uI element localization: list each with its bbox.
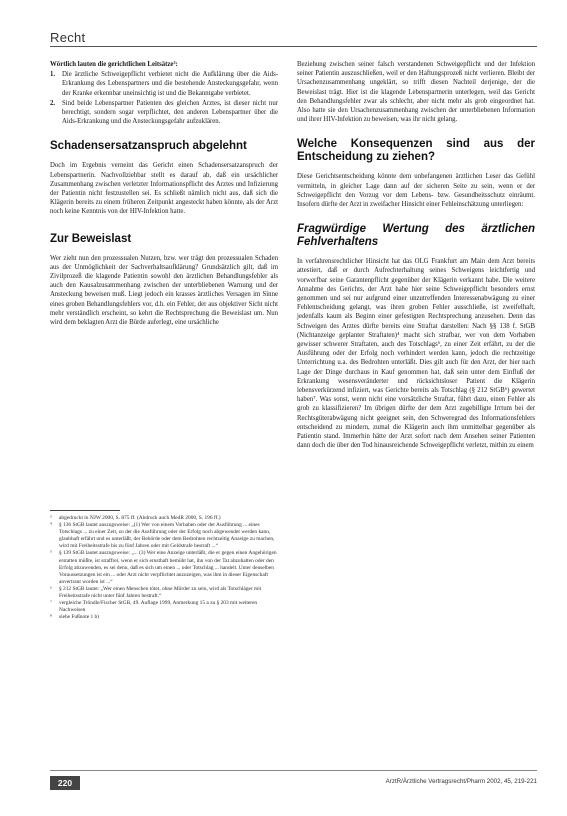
list-item-number: 1. [50,71,56,79]
footnote-mark: ³ [50,515,52,521]
footnote-mark: ⁷ [50,600,52,607]
footer-divider [50,770,537,771]
right-column [297,60,535,451]
footnote-text: § 212 StGB lautet: „Wer einen Menschen tötet, ohne Mörder zu sein, wird als Totschläger mit Freiheitsstrafe nicht unter fünf Jahren bestraft.“ [59,585,262,600]
guiding-principles-lead: Wörtlich lauten die gerichtlichen Leitsätze³: [50,61,178,68]
footnote-mark: ⁸ [50,614,52,621]
journal-citation: ArztR/Ärztliche Vertragsrecht/Pharm 2002, 45, 219-221 [385,778,537,785]
guiding-principles-list [50,70,278,126]
footnotes [50,510,278,621]
footnote [50,550,278,585]
page-number: 220 [50,776,80,790]
section-title-damages: Schadensersatzanspruch abgelehnt [50,140,247,153]
list-item-number: 2. [50,99,56,107]
footnote [50,614,278,621]
section-heading: Recht [50,30,86,45]
section-text-burden-of-proof: Wer zieht nun den prozessualen Nutzen, bzw. wer trägt den prozessualen Schaden aus der Unmöglichkeit der Sachverhaltsaufklärung? Grundsätzlich gilt, daß im Zivilprozeß die klagende Patientin sowohl den ärztlichen Behandlungsfehler als auch den Kausalzusammenhang zwischen der unterbliebenen Warnung und der Ansteckung beweisen muß. Liegt jedoch ein krasses ärztliches Versagen im Sinne eines groben Behandlungsfehlers vor, d.h. ein Fehler, der aus objektiver Sicht nicht mehr verständlich erscheint, so kehrt die Rechtsprechung die Beweislast um. Nun wird dem beklagten Arzt die Bürde auferlegt, eine ursächliche [50,254,278,327]
footnote-text: § 136 StGB lautet auszugsweise: „(1) Wer von einem Vorhaben oder der Ausführung ... eines Totschlags ... zu einer Zeit, zu der die Ausführung oder der Erfolg noch abgewendet werden kann, glaubhaft erfährt und es unterläßt, der Behörde oder dem Bedrohten rechtzeitig Anzeige zu machen, wird mit Freiheitsstrafe bis zu fünf Jahren oder mit Geldstrafe bestraft ...“ [59,522,275,550]
footnote [50,600,278,614]
footnote-text: abgedruckt in NJW 2000, S. 875 ff. (Abdruck auch MedR 2000, S. 196 ff.) [59,515,221,521]
section-title-consequences: Welche Konsequenzen sind aus der Entscheidung zu ziehen? [297,138,535,164]
list-item-text: Die ärztliche Schweigepflicht verbietet nicht die Aufklärung über die Aids-Erkrankung des Lebenspartners und die bestehende Ansteckungsgefahr, wenn der Kranke erkennbar uneinsichtig ist und die Bekanntgabe verbietet. [62,71,278,97]
footnote-divider [50,510,120,511]
left-column [50,60,278,327]
list-item [50,99,278,127]
footnote-mark: ⁴ [50,522,52,529]
list-item [50,70,278,98]
footnote-text: § 139 StGB lautet auszugsweise: „... (3) Wer eine Anzeige unterläßt, die er gegen einen Angehörigen erstatten müßte, ist straffrei, wenn er sich ernsthaft bemüht hat, ihn von der Tat abzuhalten oder den Erfolg abzuwenden, es sei denn, daß es sich um einen ... oder Totschlag ... handelt. Unter denselben Voraussetzungen ist ein ... oder Arzt nicht verpflichtet anzuzeigen, was ihm in dieser Eigenschaft anvertraut worden ist ...“ [59,550,277,585]
footnote-mark: ⁶ [50,585,52,592]
footnote [50,586,278,600]
footnote-mark: ⁵ [50,550,52,557]
section-title-questionable-evaluation: Fragwürdige Wertung des ärztlichen Fehlverhaltens [297,223,535,249]
list-item-text: Sind beide Lebenspartner Patienten des gleichen Arztes, ist dieser nicht nur berechtigt, sondern sogar verpflichtet, den anderen Lebenspartner über die Aids-Erkrankung und die Ansteckungsgefahr aufzuklären. [62,99,278,126]
section-text-consequences: Diese Gerichtsentscheidung könnte dem unbefangenen ärztlichen Leser das Gefühl vermitteln, in gleicher Lage dann auf der sicheren Seite zu sein, wenn er der Schweigepflicht den Vorzug vor dem Lebens- bzw. Gesundheitsschutz einräumt. Insofern dürfte der Arzt in zweifacher Hinsicht einer Fehleinschätzung unterliegen: [297,173,535,209]
section-title-burden-of-proof: Zur Beweislast [50,232,132,245]
footnote [50,522,278,550]
footnote-text: siehe Fußnote 1 b) [59,614,99,621]
section-text-questionable-evaluation: In verfahrensrechtlicher Hinsicht hat das OLG Frankfurt am Main dem Arzt bereits attestiert, daß er durch Aufrechterhaltung seines Schweigens leichtfertig und vorwerfbar seine Garantenpflicht gegenüber der Klägerin verkannt habe. Die weitere Annahme des Gerichts, der Arzt habe hier seine Schweigepflicht besonders ernst genommen und sei nur aufgrund einer unzutreffenden Interessenabwägung zu einer Fehlentscheidung gelangt, was ihren groben Fehler ausschließe, ist zweifelhaft, jedenfalls kaum als Beginn einer gefestigten Rechtsprechung anzusehen. Denn das Schweigen des Arztes dürfte bereits eine Straftat darstellen: Nach §§ 138 f. StGB (Nichtanzeige geplanter Straftaten)⁴ macht sich strafbar, wer von dem Vorhaben gewisser schwerer Straftaten, auch des Totschlags⁶, zu einer Zeit erfährt, zu der die Ausführung oder der Erfolg noch verhindert werden kann, jedoch die rechtzeitige Unterrichtung u.a. des Bedrohten unterläßt. Dies gilt auch für den Arzt, der hier nach Lage der Dinge durchaus in Kauf genommen hat, daß sein unter dem Einfluß der Erkrankung wesensveränderter und rücksichtsloser Patient die Klägerin lebensverkürzend infiziert, was Gerichte bereits als Totschlag (§ 212 StGB⁶) gewertet haben⁷. Was sonst, wenn nicht eine vorsätzliche Straftat, führt dazu, einen Fehler als grob zu klassifizieren? Im übrigen dürfte der dem Arzt zugebilligte Irrtum bei der Rechtsgüterabwägung nicht geeignet sein, den Schweregrad des Informationsfehlers entscheidend zu mindern, zumal die Klägerin auch ihm unmittelbar gegenüber als Patientin stand. Immerhin hätte der Arzt sofort nach dem Ansehen seiner Patienten dann doch die über den Tod hinausreichende Schweigepflicht verletzt, mithin zu einem [297,258,535,450]
header-divider [50,46,537,47]
footnote-text: vergleiche Tröndle/Fischer StGB, 49. Auflage 1999, Anmerkung 15 a zu § 203 mit weiteren Nachweisen [59,600,258,614]
section-text-damages: Doch im Ergebnis verneint das Gericht einen Schadensersatzanspruch der Lebenspartnerin. Nachvollziehbar stellt es darauf ab, daß ein ursächlicher Zusammenhang zwischen verletzter Informationspflicht des Arztes und Infizierung der Patientin nicht festzustellen sei. Es schließt nämlich nicht aus, daß sich die Klägerin bereits zu einem früheren Zeitpunkt angesteckt haben könnte, als der Arzt noch keine Kenntnis von der HIV-Infektion hatte. [50,162,278,216]
continued-text: Beziehung zwischen seiner falsch verstandenen Schweigepflicht und der Infektion seiner Patientin auszuschließen, weil er den Haftungsprozeß nicht verlieren. Bleibt der Ursachenzusammenhang ungeklärt, so trifft diesen Nachteil derjenige, der die Beweislast trägt. Hier ist die klagende Lebenspartnerin unterlegen, weil das Gericht den Behandlungsfehler zwar als schlecht, aber nicht mehr als grob eingeordnet hat. Also hatte sie den Ursachenzusammenhang zwischen der unterbliebenen Information und ihrer HIV-Infektion zu beweisen, was ihr nicht gelang. [297,61,535,124]
